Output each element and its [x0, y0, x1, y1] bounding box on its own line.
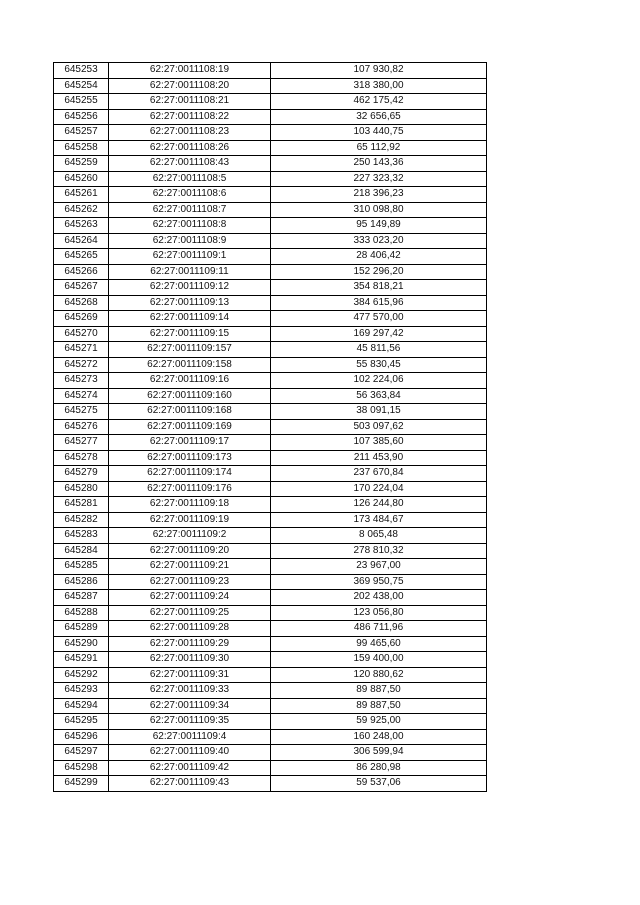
row-number-cell: 645294 — [54, 698, 109, 714]
cadastral-number-cell: 62:27:0011109:28 — [109, 621, 271, 637]
cadastral-number-cell: 62:27:0011109:11 — [109, 264, 271, 280]
row-number-cell: 645293 — [54, 683, 109, 699]
cadastral-number-cell: 62:27:0011109:31 — [109, 667, 271, 683]
value-cell: 59 925,00 — [271, 714, 487, 730]
value-cell: 107 385,60 — [271, 435, 487, 451]
table-row — [54, 667, 487, 683]
row-number-cell: 645295 — [54, 714, 109, 730]
row-number-cell: 645284 — [54, 543, 109, 559]
value-cell: 486 711,96 — [271, 621, 487, 637]
cadastral-number-cell: 62:27:0011109:33 — [109, 683, 271, 699]
row-number-cell: 645253 — [54, 63, 109, 79]
table-row — [54, 311, 487, 327]
cadastral-number-cell: 62:27:0011109:157 — [109, 342, 271, 358]
cadastral-number-cell: 62:27:0011109:18 — [109, 497, 271, 513]
table-row — [54, 698, 487, 714]
row-number-cell: 645268 — [54, 295, 109, 311]
cadastral-number-cell: 62:27:0011109:19 — [109, 512, 271, 528]
table-row — [54, 605, 487, 621]
value-cell: 59 537,06 — [271, 776, 487, 792]
row-number-cell: 645276 — [54, 419, 109, 435]
value-cell: 32 656,65 — [271, 109, 487, 125]
table-row — [54, 388, 487, 404]
table-row — [54, 233, 487, 249]
cadastral-number-cell: 62:27:0011109:21 — [109, 559, 271, 575]
value-cell: 369 950,75 — [271, 574, 487, 590]
row-number-cell: 645297 — [54, 745, 109, 761]
cadastral-number-cell: 62:27:0011109:176 — [109, 481, 271, 497]
table-row — [54, 249, 487, 265]
table-row — [54, 574, 487, 590]
table-row — [54, 202, 487, 218]
row-number-cell: 645285 — [54, 559, 109, 575]
cadastral-number-cell: 62:27:0011109:25 — [109, 605, 271, 621]
value-cell: 152 296,20 — [271, 264, 487, 280]
cadastral-number-cell: 62:27:0011109:24 — [109, 590, 271, 606]
value-cell: 65 112,92 — [271, 140, 487, 156]
table-row — [54, 264, 487, 280]
cadastral-number-cell: 62:27:0011108:5 — [109, 171, 271, 187]
cadastral-number-cell: 62:27:0011108:23 — [109, 125, 271, 141]
table-row — [54, 636, 487, 652]
value-cell: 107 930,82 — [271, 63, 487, 79]
value-cell: 38 091,15 — [271, 404, 487, 420]
row-number-cell: 645298 — [54, 760, 109, 776]
value-cell: 103 440,75 — [271, 125, 487, 141]
table-row — [54, 435, 487, 451]
table-row — [54, 280, 487, 296]
row-number-cell: 645264 — [54, 233, 109, 249]
row-number-cell: 645263 — [54, 218, 109, 234]
value-cell: 28 406,42 — [271, 249, 487, 265]
value-cell: 310 098,80 — [271, 202, 487, 218]
value-cell: 306 599,94 — [271, 745, 487, 761]
row-number-cell: 645286 — [54, 574, 109, 590]
cadastral-number-cell: 62:27:0011109:1 — [109, 249, 271, 265]
table-row — [54, 404, 487, 420]
row-number-cell: 645269 — [54, 311, 109, 327]
row-number-cell: 645287 — [54, 590, 109, 606]
table-row — [54, 326, 487, 342]
value-cell: 99 465,60 — [271, 636, 487, 652]
row-number-cell: 645260 — [54, 171, 109, 187]
table-row — [54, 450, 487, 466]
value-cell: 169 297,42 — [271, 326, 487, 342]
cadastral-number-cell: 62:27:0011109:15 — [109, 326, 271, 342]
table-row — [54, 218, 487, 234]
table-row — [54, 187, 487, 203]
cadastral-number-cell: 62:27:0011109:168 — [109, 404, 271, 420]
table-row — [54, 590, 487, 606]
cadastral-number-cell: 62:27:0011109:34 — [109, 698, 271, 714]
table-row — [54, 621, 487, 637]
cadastral-number-cell: 62:27:0011109:30 — [109, 652, 271, 668]
value-cell: 89 887,50 — [271, 683, 487, 699]
table-row — [54, 466, 487, 482]
table-row — [54, 745, 487, 761]
value-cell: 278 810,32 — [271, 543, 487, 559]
table-row — [54, 94, 487, 110]
cadastral-number-cell: 62:27:0011109:35 — [109, 714, 271, 730]
row-number-cell: 645272 — [54, 357, 109, 373]
value-cell: 250 143,36 — [271, 156, 487, 172]
row-number-cell: 645277 — [54, 435, 109, 451]
cadastral-number-cell: 62:27:0011108:20 — [109, 78, 271, 94]
value-cell: 159 400,00 — [271, 652, 487, 668]
table-row — [54, 528, 487, 544]
value-cell: 55 830,45 — [271, 357, 487, 373]
cadastral-number-cell: 62:27:0011109:12 — [109, 280, 271, 296]
table-row — [54, 481, 487, 497]
table-row — [54, 683, 487, 699]
data-table — [53, 62, 487, 792]
value-cell: 384 615,96 — [271, 295, 487, 311]
row-number-cell: 645259 — [54, 156, 109, 172]
cadastral-number-cell: 62:27:0011108:22 — [109, 109, 271, 125]
value-cell: 86 280,98 — [271, 760, 487, 776]
cadastral-number-cell: 62:27:0011109:42 — [109, 760, 271, 776]
value-cell: 237 670,84 — [271, 466, 487, 482]
value-cell: 23 967,00 — [271, 559, 487, 575]
cadastral-number-cell: 62:27:0011109:174 — [109, 466, 271, 482]
cadastral-number-cell: 62:27:0011108:21 — [109, 94, 271, 110]
value-cell: 333 023,20 — [271, 233, 487, 249]
table-row — [54, 357, 487, 373]
cadastral-number-cell: 62:27:0011109:23 — [109, 574, 271, 590]
value-cell: 227 323,32 — [271, 171, 487, 187]
value-cell: 89 887,50 — [271, 698, 487, 714]
row-number-cell: 645278 — [54, 450, 109, 466]
value-cell: 477 570,00 — [271, 311, 487, 327]
cadastral-number-cell: 62:27:0011109:13 — [109, 295, 271, 311]
cadastral-number-cell: 62:27:0011109:16 — [109, 373, 271, 389]
table-row — [54, 140, 487, 156]
row-number-cell: 645271 — [54, 342, 109, 358]
cadastral-number-cell: 62:27:0011109:158 — [109, 357, 271, 373]
row-number-cell: 645299 — [54, 776, 109, 792]
row-number-cell: 645279 — [54, 466, 109, 482]
cadastral-number-cell: 62:27:0011108:19 — [109, 63, 271, 79]
table-row — [54, 652, 487, 668]
cadastral-number-cell: 62:27:0011109:29 — [109, 636, 271, 652]
table-row — [54, 156, 487, 172]
cadastral-number-cell: 62:27:0011108:6 — [109, 187, 271, 203]
row-number-cell: 645290 — [54, 636, 109, 652]
row-number-cell: 645280 — [54, 481, 109, 497]
cadastral-number-cell: 62:27:0011109:20 — [109, 543, 271, 559]
value-cell: 8 065,48 — [271, 528, 487, 544]
value-cell: 202 438,00 — [271, 590, 487, 606]
table-row — [54, 78, 487, 94]
cadastral-number-cell: 62:27:0011108:43 — [109, 156, 271, 172]
value-cell: 45 811,56 — [271, 342, 487, 358]
row-number-cell: 645255 — [54, 94, 109, 110]
value-cell: 170 224,04 — [271, 481, 487, 497]
value-cell: 160 248,00 — [271, 729, 487, 745]
value-cell: 102 224,06 — [271, 373, 487, 389]
row-number-cell: 645275 — [54, 404, 109, 420]
cadastral-number-cell: 62:27:0011109:173 — [109, 450, 271, 466]
table-row — [54, 714, 487, 730]
table-row — [54, 419, 487, 435]
row-number-cell: 645261 — [54, 187, 109, 203]
table-row — [54, 497, 487, 513]
value-cell: 211 453,90 — [271, 450, 487, 466]
row-number-cell: 645283 — [54, 528, 109, 544]
cadastral-number-cell: 62:27:0011109:14 — [109, 311, 271, 327]
cadastral-number-cell: 62:27:0011108:26 — [109, 140, 271, 156]
row-number-cell: 645265 — [54, 249, 109, 265]
table-row — [54, 171, 487, 187]
value-cell: 218 396,23 — [271, 187, 487, 203]
row-number-cell: 645292 — [54, 667, 109, 683]
row-number-cell: 645254 — [54, 78, 109, 94]
row-number-cell: 645258 — [54, 140, 109, 156]
table-row — [54, 109, 487, 125]
cadastral-number-cell: 62:27:0011108:7 — [109, 202, 271, 218]
table-row — [54, 559, 487, 575]
table-row — [54, 125, 487, 141]
cadastral-number-cell: 62:27:0011109:160 — [109, 388, 271, 404]
row-number-cell: 645281 — [54, 497, 109, 513]
value-cell: 503 097,62 — [271, 419, 487, 435]
value-cell: 120 880,62 — [271, 667, 487, 683]
cadastral-number-cell: 62:27:0011108:9 — [109, 233, 271, 249]
table-row — [54, 729, 487, 745]
row-number-cell: 645270 — [54, 326, 109, 342]
row-number-cell: 645289 — [54, 621, 109, 637]
table-row — [54, 512, 487, 528]
row-number-cell: 645257 — [54, 125, 109, 141]
table-body — [54, 63, 487, 792]
value-cell: 123 056,80 — [271, 605, 487, 621]
table-row — [54, 760, 487, 776]
row-number-cell: 645256 — [54, 109, 109, 125]
table-row — [54, 373, 487, 389]
value-cell: 173 484,67 — [271, 512, 487, 528]
table-row — [54, 543, 487, 559]
value-cell: 95 149,89 — [271, 218, 487, 234]
row-number-cell: 645266 — [54, 264, 109, 280]
table-row — [54, 342, 487, 358]
row-number-cell: 645262 — [54, 202, 109, 218]
table-row — [54, 295, 487, 311]
table-row — [54, 776, 487, 792]
row-number-cell: 645282 — [54, 512, 109, 528]
cadastral-number-cell: 62:27:0011109:4 — [109, 729, 271, 745]
cadastral-number-cell: 62:27:0011109:169 — [109, 419, 271, 435]
row-number-cell: 645296 — [54, 729, 109, 745]
row-number-cell: 645267 — [54, 280, 109, 296]
table-row — [54, 63, 487, 79]
value-cell: 318 380,00 — [271, 78, 487, 94]
value-cell: 56 363,84 — [271, 388, 487, 404]
value-cell: 354 818,21 — [271, 280, 487, 296]
cadastral-number-cell: 62:27:0011109:2 — [109, 528, 271, 544]
row-number-cell: 645288 — [54, 605, 109, 621]
row-number-cell: 645273 — [54, 373, 109, 389]
row-number-cell: 645291 — [54, 652, 109, 668]
cadastral-number-cell: 62:27:0011108:8 — [109, 218, 271, 234]
row-number-cell: 645274 — [54, 388, 109, 404]
cadastral-number-cell: 62:27:0011109:17 — [109, 435, 271, 451]
cadastral-number-cell: 62:27:0011109:40 — [109, 745, 271, 761]
value-cell: 126 244,80 — [271, 497, 487, 513]
value-cell: 462 175,42 — [271, 94, 487, 110]
cadastral-number-cell: 62:27:0011109:43 — [109, 776, 271, 792]
